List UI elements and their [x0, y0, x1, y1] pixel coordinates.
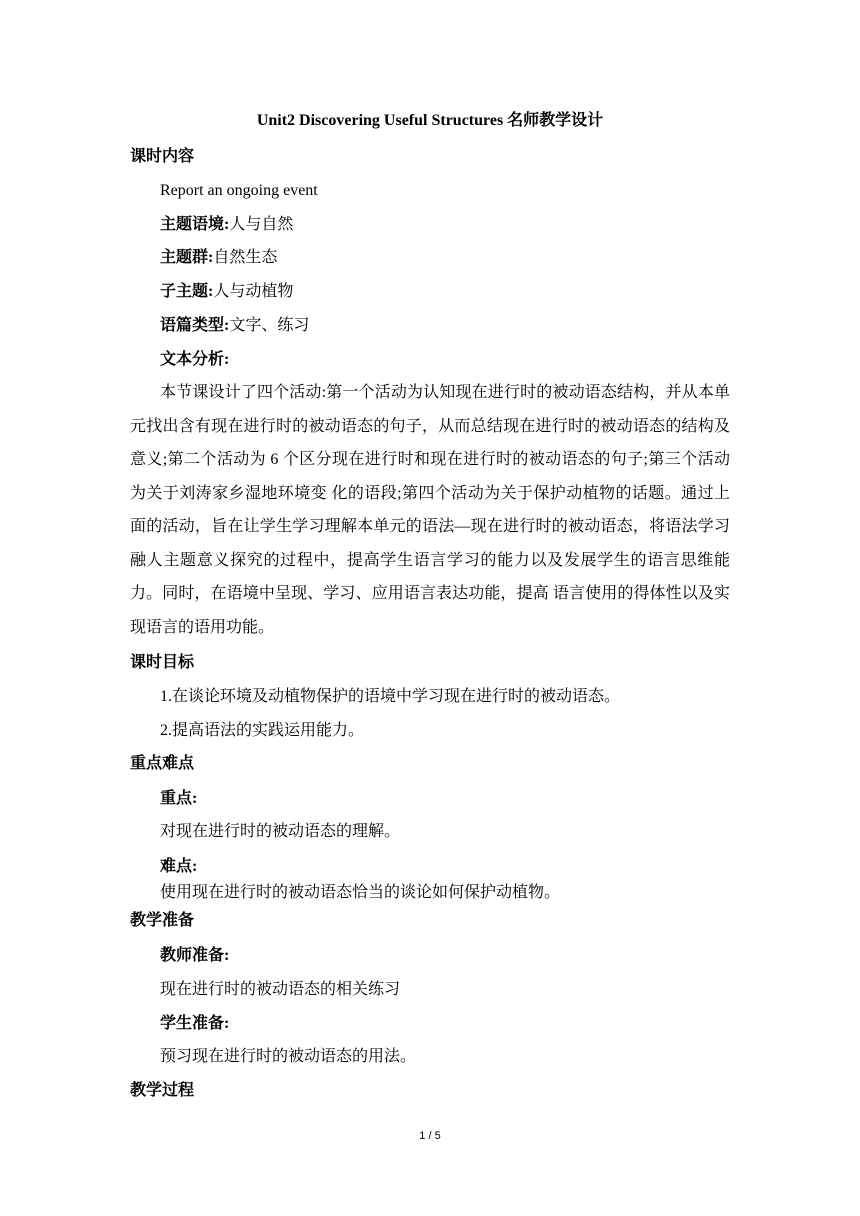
content-intro: Report an ongoing event: [160, 182, 318, 199]
text-type-value: 文字、练习: [229, 317, 310, 334]
theme-group-row: [160, 247, 277, 269]
section-heading-preparation: 教学准备: [130, 912, 195, 929]
section-heading-process: 教学过程: [130, 1082, 195, 1099]
section-heading-key-points: 重点难点: [130, 755, 195, 772]
theme-context-label: 主题语境:: [160, 216, 230, 233]
difficulty-label-text: 难点:: [160, 858, 198, 875]
student-prep-label-text: 学生准备:: [160, 1015, 230, 1032]
analysis-row: [160, 349, 229, 371]
theme-group-value: 自然生态: [213, 249, 278, 266]
document-title: Unit2 Discovering Useful Structures 名师教学设计: [256, 112, 604, 129]
text-type-label: 语篇类型:: [160, 317, 230, 334]
sub-theme-value: 人与动植物: [213, 283, 294, 300]
page-number: 1 / 5: [419, 1130, 441, 1142]
teacher-prep-text: 现在进行时的被动语态的相关练习: [160, 981, 401, 998]
difficulty-text: 使用现在进行时的被动语态恰当的谈论如何保护动植物。: [160, 884, 561, 901]
theme-group-label: 主题群:: [160, 249, 214, 266]
objective-item: 1.在谈论环境及动植物保护的语境中学习现在进行时的被动语态。: [160, 688, 621, 705]
sub-theme-label: 子主题:: [160, 283, 214, 300]
teacher-prep-label: [160, 945, 229, 967]
student-prep-label: [160, 1013, 229, 1035]
objective-item: 2.提高语法的实践运用能力。: [160, 722, 365, 739]
section-heading-content: 课时内容: [130, 148, 195, 165]
teacher-prep-label-text: 教师准备:: [160, 947, 230, 964]
key-point-label-text: 重点:: [160, 790, 198, 807]
key-point-label: [160, 788, 197, 810]
text-type-row: [160, 315, 309, 337]
theme-context-value: 人与自然: [229, 216, 294, 233]
theme-context-row: [160, 214, 293, 236]
section-heading-objectives: 课时目标: [130, 654, 195, 671]
analysis-paragraph: 本节课设计了四个活动:第一个活动为认知现在进行时的被动语态结构，并从本单元找出含有现在进行时的被动语态的句子，从而总结现在进行时的被动语态的结构及意义;第二个活动为 6 个区分现在进行时和现在进行时的被动语态的句子;第三个活动为关于刘涛家乡湿地环境变 化的语段;第四个活动为关于保护动植物的话题。通过上面的活动，旨在让学生学习理解本单元的语法—现在进行时的被动语态，将语法学习融人主题意义探究的过程中，提高学生语言学习的能力以及发展学生的语言思维能力。同时，在语境中呈现、学习、应用语言表达功能，提高 语言使用的得体性以及实现语言的语用功能。: [130, 384, 730, 636]
student-prep-text: 预习现在进行时的被动语态的用法。: [160, 1048, 417, 1065]
analysis-label: 文本分析:: [160, 351, 230, 368]
key-point-text: 对现在进行时的被动语态的理解。: [160, 823, 401, 840]
difficulty-label: [160, 856, 197, 878]
sub-theme-row: [160, 281, 293, 303]
